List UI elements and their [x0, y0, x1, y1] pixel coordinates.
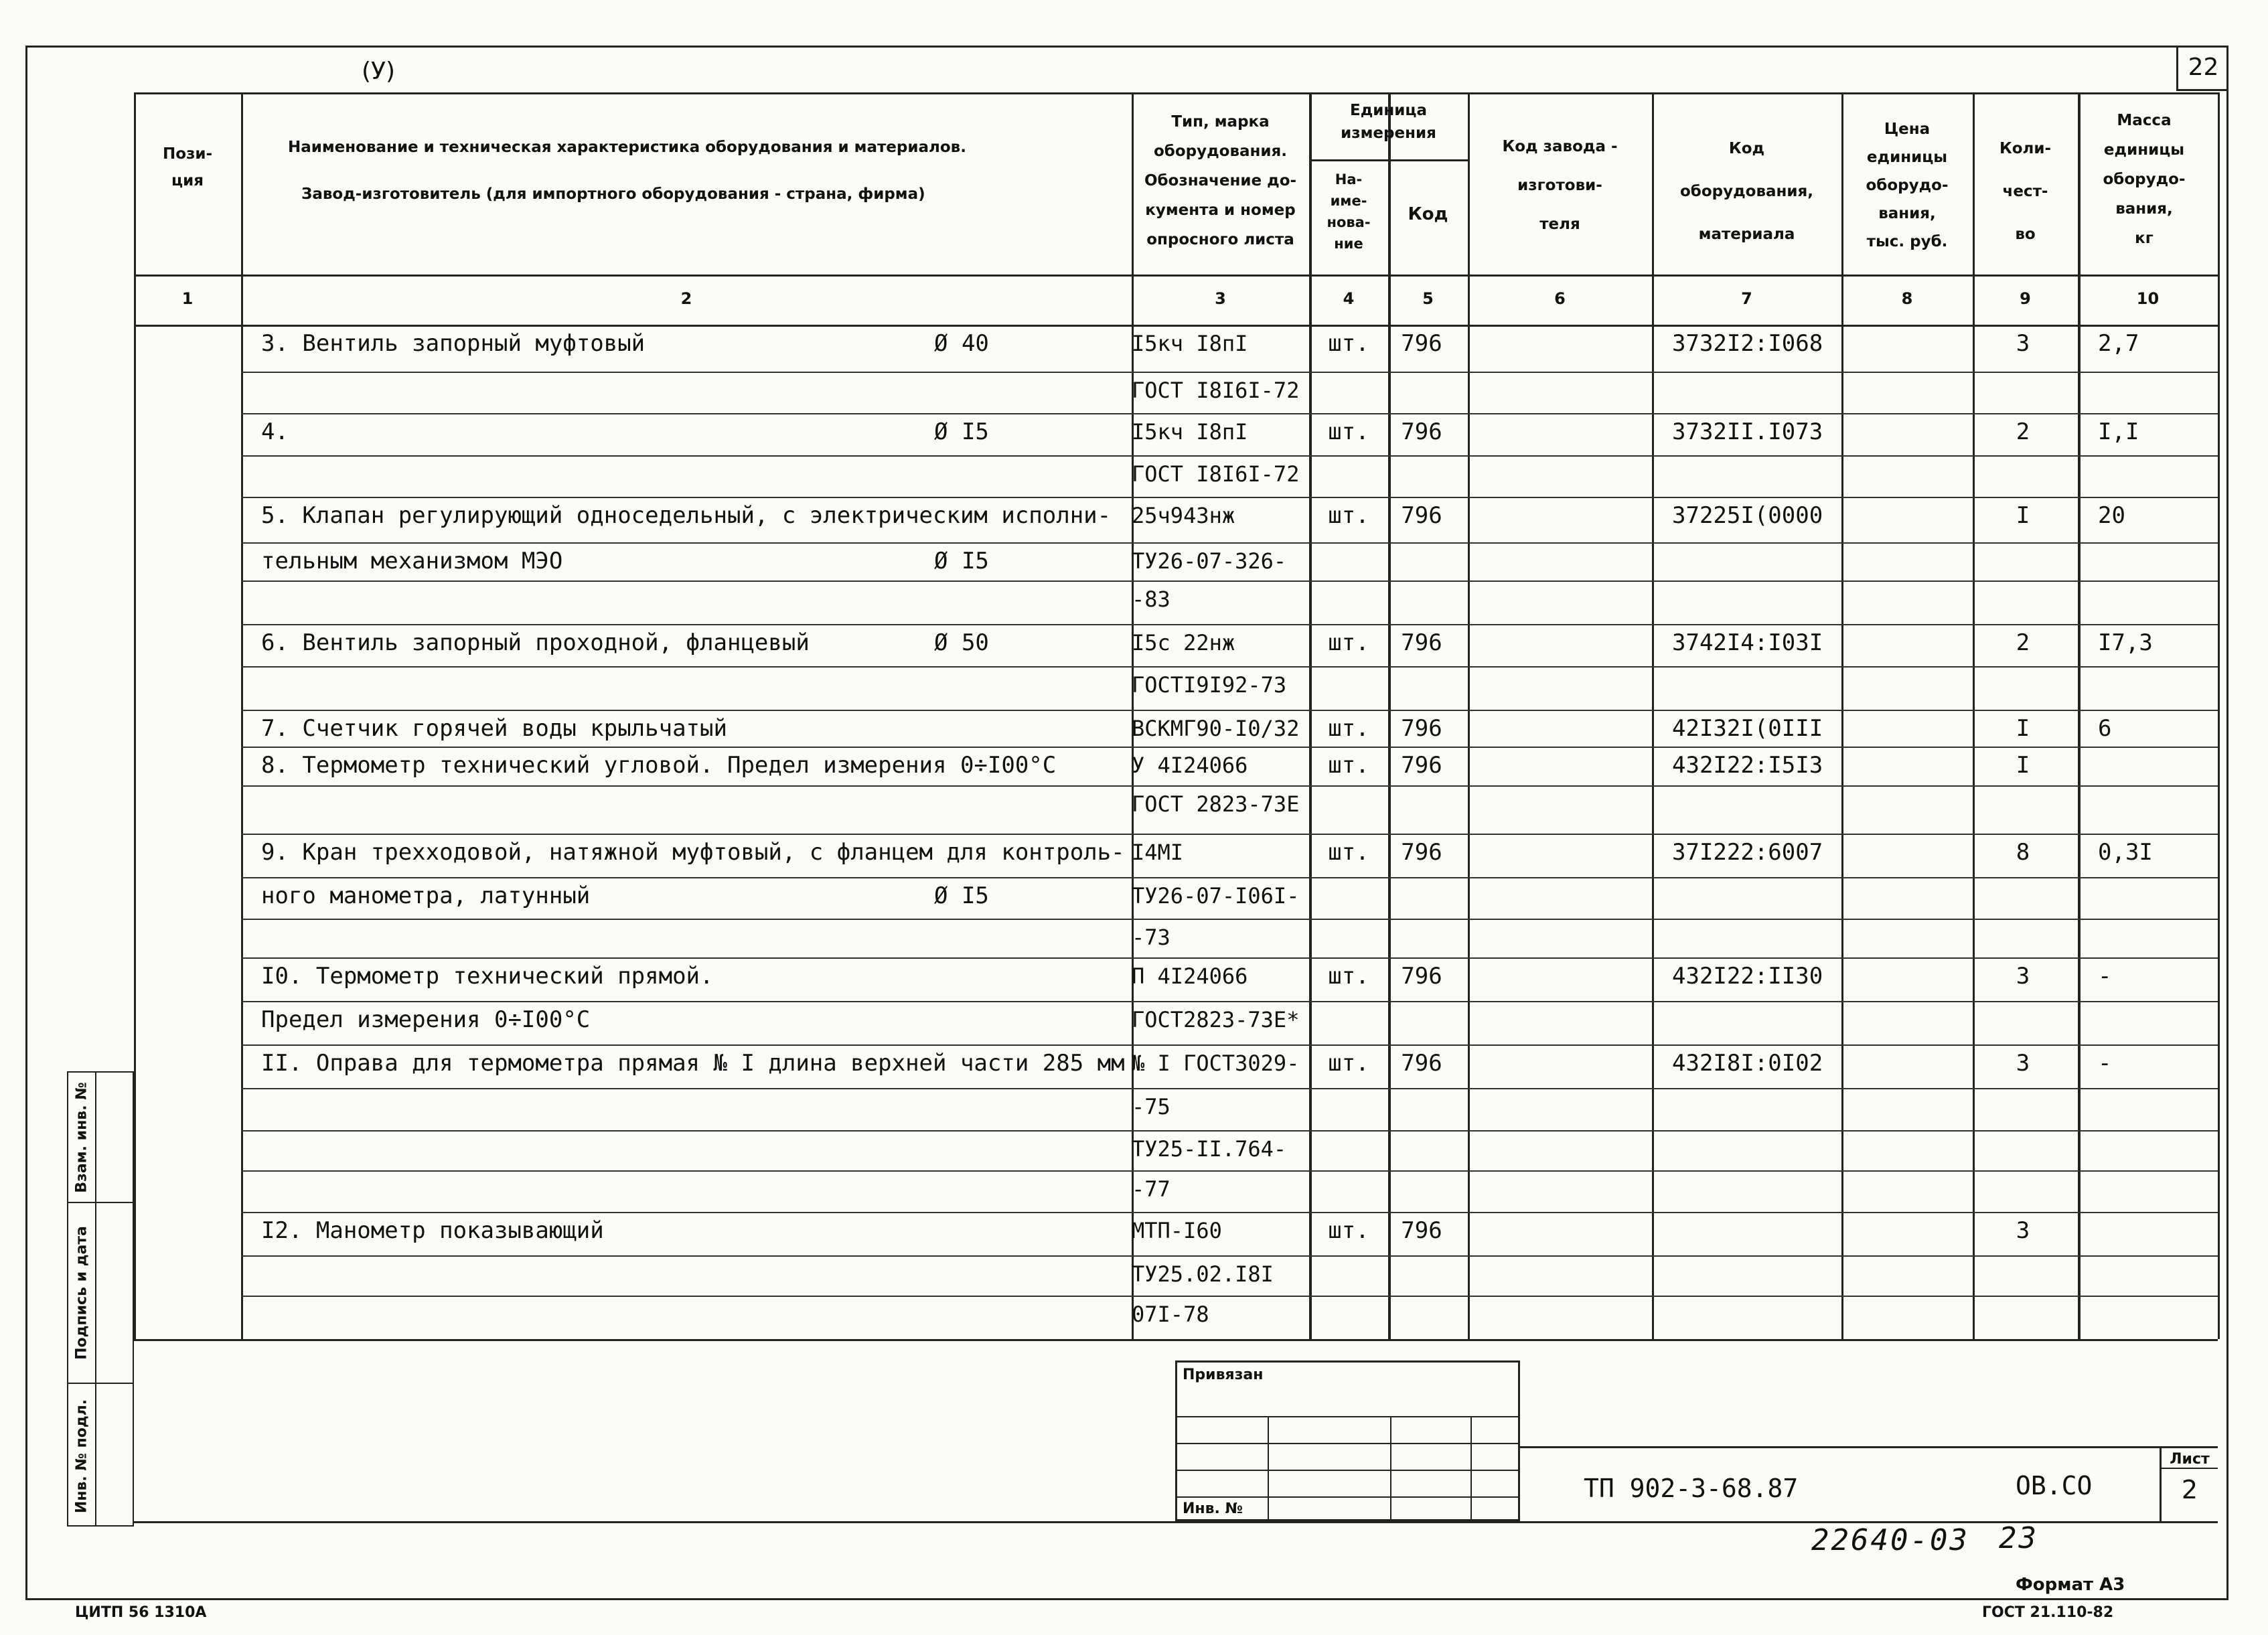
header-price: Цена единицы оборудо- вания, тыс. руб. [1866, 121, 1949, 250]
cell-unit: шт. [1328, 839, 1369, 866]
cell-type: У 4I24066 [1132, 753, 1248, 778]
cell-type: ГОСТ I8I6I-72 [1132, 461, 1300, 487]
cell-type: -75 [1132, 1094, 1170, 1119]
doc-code: ТП 902-3-68.87 [1584, 1474, 1799, 1503]
cell-unit: шт. [1328, 330, 1369, 357]
grid-hline [241, 1170, 2218, 1172]
grid-hline [241, 413, 2218, 414]
cell-unit: шт. [1328, 1217, 1369, 1244]
cell-code: 796 [1401, 715, 1442, 742]
grid-hline [1309, 159, 1468, 161]
cell-name: I0. Термометр технический прямой. [261, 963, 714, 990]
header-unit-group: Единица измерения [1341, 102, 1436, 142]
cell-name: тельным механизмом МЭО [261, 548, 563, 574]
cell-type: П 4I24066 [1132, 963, 1248, 989]
cell-code: 796 [1401, 418, 1442, 445]
side-strip [67, 1071, 134, 1527]
column-number-3: 3 [1215, 289, 1226, 308]
header-unit-name: На- име- нова- ние [1327, 171, 1371, 252]
header-name-line2: Завод-изготовитель (для импортного оборудования - страна, фирма) [301, 185, 925, 203]
cell-dia: Ø 50 [934, 629, 989, 656]
cell-type: ВСКМГ90-I0/32 [1132, 716, 1300, 741]
cell-name: 3. Вентиль запорный муфтовый [261, 330, 646, 357]
cell-eq-code: 37225I(0000 [1672, 502, 1823, 529]
cell-type: № I ГОСТ3029- [1132, 1050, 1300, 1076]
cell-type: I5кч I8пI [1132, 331, 1248, 356]
grid-hline [241, 542, 2218, 544]
grid-hline [241, 1212, 2218, 1213]
cell-name: ного манометра, латунный [261, 882, 591, 909]
cell-mass: 2,7 [2098, 330, 2139, 357]
cell-code: 796 [1401, 963, 1442, 990]
format-label: Формат А3 [2016, 1575, 2125, 1595]
grid-hline [134, 275, 2218, 277]
grid-hline [241, 1130, 2218, 1132]
cell-eq-code: 3732I2:I068 [1672, 330, 1823, 357]
title-block [1520, 1446, 2218, 1521]
side-label-inv: Инв. № подл. [73, 1399, 90, 1513]
top-marker: (У) [362, 58, 396, 85]
column-number-7: 7 [1741, 289, 1752, 308]
cell-qty: 2 [2016, 629, 2030, 656]
grid-vline [241, 92, 243, 1339]
cell-qty: 3 [2016, 1217, 2030, 1244]
cell-eq-code: 432I22:I5I3 [1672, 752, 1823, 779]
grid-hline [241, 834, 2218, 835]
grid-hline [241, 919, 2218, 920]
grid-hline [241, 957, 2218, 959]
cell-code: 796 [1401, 1050, 1442, 1077]
cell-qty: I [2016, 715, 2030, 742]
column-number-6: 6 [1554, 289, 1566, 308]
cell-type: 07I-78 [1132, 1302, 1209, 1327]
grid-hline [241, 710, 2218, 711]
cell-type: 25ч943нж [1132, 503, 1235, 528]
cell-qty: 3 [2016, 963, 2030, 990]
grid-hline [134, 92, 2218, 94]
cell-mass: 0,3I [2098, 839, 2153, 866]
column-number-1: 1 [181, 289, 194, 308]
column-number-5: 5 [1422, 289, 1434, 308]
grid-hline [241, 747, 2218, 748]
cell-type: -77 [1132, 1176, 1170, 1202]
grid-hline [241, 372, 2218, 373]
cell-mass: - [2098, 1050, 2112, 1077]
cell-type: ГОСТ 2823-73Е [1132, 791, 1300, 817]
cell-eq-code: 3732II.I073 [1672, 418, 1823, 445]
handwritten-page: 23 [1999, 1521, 2038, 1555]
column-number-2: 2 [680, 289, 692, 308]
cell-eq-code: 3742I4:I03I [1672, 629, 1823, 656]
cell-code: 796 [1401, 502, 1442, 529]
grid-hline [241, 580, 2218, 582]
cell-name: 8. Термометр технический угловой. Предел измерения 0÷I00°С [261, 752, 1057, 779]
cell-type: I5с 22нж [1132, 630, 1235, 655]
cell-code: 796 [1401, 839, 1442, 866]
grid-hline [241, 1296, 2218, 1297]
cell-code: 796 [1401, 330, 1442, 357]
cell-name: 4. [261, 418, 289, 445]
drawing-frame [25, 46, 2228, 1600]
header-mass: Масса единицы оборудо- вания, кг [2103, 112, 2186, 247]
cell-code: 796 [1401, 1217, 1442, 1244]
cell-qty: I [2016, 502, 2030, 529]
header-unit-code: Код [1408, 204, 1448, 224]
grid-vline [134, 92, 136, 1339]
cell-type: ГОСТ2823-73Е* [1132, 1007, 1300, 1032]
cell-unit: шт. [1328, 629, 1369, 656]
cell-qty: 3 [2016, 1050, 2030, 1077]
cell-mass: 6 [2098, 715, 2112, 742]
cell-unit: шт. [1328, 715, 1369, 742]
cell-dia: Ø I5 [934, 882, 989, 909]
grid-hline [241, 785, 2218, 787]
grid-hline [241, 497, 2218, 498]
sheet-number-top: 22 [2176, 46, 2228, 91]
grid-hline [134, 1339, 2218, 1341]
grid-hline [241, 1001, 2218, 1002]
column-number-10: 10 [2136, 289, 2160, 308]
side-label-podpis: Подпись и дата [73, 1226, 90, 1360]
cell-qty: 8 [2016, 839, 2030, 866]
cell-name: 6. Вентиль запорный проходной, фланцевый [261, 629, 810, 656]
cell-name: 7. Счетчик горячей воды крыльчатый [261, 715, 727, 742]
cell-unit: шт. [1328, 752, 1369, 779]
cell-mass: I7,3 [2098, 629, 2153, 656]
header-name-line1: Наименование и техническая характеристика оборудования и материалов. [288, 139, 966, 156]
grid-hline [241, 877, 2218, 878]
cell-mass: - [2098, 963, 2112, 990]
grid-hline [241, 624, 2218, 625]
grid-vline [2078, 92, 2081, 1339]
cell-type: I5кч I8пI [1132, 419, 1248, 445]
column-number-9: 9 [2020, 289, 2031, 308]
cell-mass: I,I [2098, 418, 2139, 445]
header-type: Тип, марка оборудования. Обозначение до- кумента и номер опросного листа [1144, 113, 1297, 248]
cell-type: -73 [1132, 925, 1170, 950]
column-number-8: 8 [1901, 289, 1913, 308]
header-equipment-code: Код оборудования, материала [1679, 140, 1814, 243]
grid-hline [241, 666, 2218, 668]
binding-stamp [1175, 1360, 1520, 1521]
cell-type: ГОСТ I8I6I-72 [1132, 378, 1300, 403]
right-print-code: ГОСТ 21.110-82 [1982, 1604, 2114, 1621]
cell-name: 5. Клапан регулирующий односедельный, с электрическим исполни- [261, 502, 1112, 529]
cell-eq-code: 432I22:II30 [1672, 963, 1823, 990]
cell-unit: шт. [1328, 418, 1369, 445]
cell-name: I2. Манометр показывающий [261, 1217, 604, 1244]
grid-hline [241, 455, 2218, 457]
cell-unit: шт. [1328, 1050, 1369, 1077]
cell-code: 796 [1401, 629, 1442, 656]
cell-qty: 2 [2016, 418, 2030, 445]
section-code: ОВ.СО [2016, 1471, 2093, 1500]
list-number: 2 [2181, 1475, 2198, 1504]
cell-type: ТУ26-07-326- [1132, 548, 1287, 574]
header-position: Пози- ция [162, 145, 213, 189]
grid-vline [1468, 92, 1470, 1339]
grid-vline [1652, 92, 1654, 1339]
cell-eq-code: 42I32I(0III [1672, 715, 1823, 742]
header-quantity: Коли- чест- во [1999, 140, 2052, 243]
cell-type: МТП-I60 [1132, 1218, 1222, 1243]
handwritten-number: 22640-03 [1811, 1523, 1969, 1557]
cell-eq-code: 432I8I:0I02 [1672, 1050, 1823, 1077]
cell-type: ТУ25-II.764- [1132, 1136, 1287, 1162]
cell-unit: шт. [1328, 963, 1369, 990]
cell-dia: Ø I5 [934, 418, 989, 445]
grid-vline [1841, 92, 1843, 1339]
cell-qty: 3 [2016, 330, 2030, 357]
column-number-4: 4 [1343, 289, 1355, 308]
cell-type: ТУ26-07-I06I- [1132, 883, 1300, 909]
side-label-vzam: Взам. инв. № [73, 1081, 90, 1193]
grid-hline [241, 1044, 2218, 1046]
grid-vline [2218, 92, 2220, 1339]
cell-dia: Ø 40 [934, 330, 989, 357]
cell-type: ТУ25.02.I8I [1132, 1261, 1274, 1287]
grid-hline [134, 325, 2218, 327]
cell-name: 9. Кран трехходовой, натяжной муфтовый, с фланцем для контроль- [261, 839, 1125, 866]
cell-type: ГОСТI9I92-73 [1132, 672, 1287, 698]
header-factory-code: Код завода - изготови- теля [1502, 138, 1618, 233]
list-cell [2160, 1448, 2218, 1523]
cell-code: 796 [1401, 752, 1442, 779]
cell-name: Предел измерения 0÷I00°С [261, 1006, 591, 1033]
cell-type: -83 [1132, 587, 1170, 612]
cell-mass: 20 [2098, 502, 2125, 529]
left-print-code: ЦИТП 56 1310А [75, 1604, 207, 1621]
cell-qty: I [2016, 752, 2030, 779]
cell-type: I4МI [1132, 840, 1184, 865]
cell-unit: шт. [1328, 502, 1369, 529]
grid-hline [241, 1088, 2218, 1089]
list-label: Лист [2162, 1451, 2218, 1469]
cell-name: II. Оправа для термометра прямая № I длина верхней части 285 мм [261, 1050, 1125, 1077]
grid-hline [241, 1255, 2218, 1257]
privyazan-label: Привязан [1183, 1367, 1264, 1383]
inv-no-label: Инв. № [1183, 1500, 1243, 1517]
cell-eq-code: 37I222:6007 [1672, 839, 1823, 866]
cell-dia: Ø I5 [934, 548, 989, 574]
